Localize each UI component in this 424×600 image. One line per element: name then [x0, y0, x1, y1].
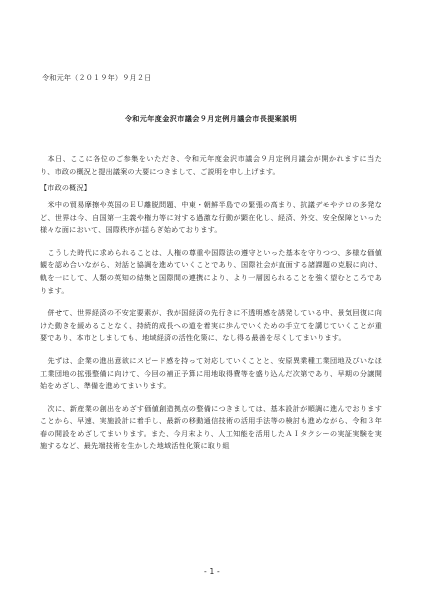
- body-paragraph: 併せて、世界経済の不安定要素が、我が国経済の先行きに不透明感を誘発している中、景気回復に向けた動きを緩めることなく、持続的成長への道を着実に歩んでいくための手立てを講じていくことが重要であり、本市としましても、地域経済の活性化策に、なし得る最善を尽くしてまいります。: [40, 308, 382, 343]
- document-title: 令和元年度金沢市議会９月定例月議会市長提案説明: [124, 113, 298, 123]
- body-paragraph: 米中の貿易摩擦や英国のＥＵ離脱問題、中東・朝鮮半島での緊張の高まり、抗議デモやテロの多発など、世界は今、自国第一主義や権力等に対する過激な行動が顕在化し、経済、外交、安全保障といった様々な面において、国際秩序が揺らぎ始めております。: [40, 199, 382, 235]
- body-paragraph: 先ずは、企業の進出意欲にスピード感を持って対応していくことと、安原異業種工業団地及びいなほ工業団地の拡張整備に向けて、今回の補正予算に用地取得費等を盛り込んだ次第であり、早期の分譲開始をめざし、準備を進めてまいります。: [40, 355, 382, 391]
- intro-paragraph: 本日、ここに各位のご参集をいただき、令和元年度金沢市議会９月定例月議会が開かれますに当たり、市政の概況と提出議案の大要につきまして、ご説明を申し上げます。: [40, 154, 382, 176]
- document-date: 令和元年（２０１９年）９月２日: [42, 73, 152, 82]
- body-paragraph: こうした時代に求められることは、人権の尊重や国際法の遵守といった基本を守りつつ、多様な価値観を認め合いながら、対話と協調を進めていくことであり、国際社会が直面する諸課題の克服に向け、軌を一にして、人類の英知の結集と国際間の連携により、より一層図られることを強く望むところであります。: [40, 247, 382, 295]
- page-number: - 1 -: [204, 567, 220, 576]
- body-paragraph: 次に、新産業の創出をめざす価値創造拠点の整備につきましては、基本設計が順調に進んでおりますことから、早速、実施設計に着手し、最新の移動通信技術の活用手法等の検討も進めながら、令和３年春の開設をめざしてまいります。また、今月末より、人工知能を活用したＡＩタクシーの実証実験を実施するなど、最先端技術を生かした地域活性化策に取り組: [40, 403, 382, 451]
- section-heading: 【市政の概況】: [40, 183, 92, 193]
